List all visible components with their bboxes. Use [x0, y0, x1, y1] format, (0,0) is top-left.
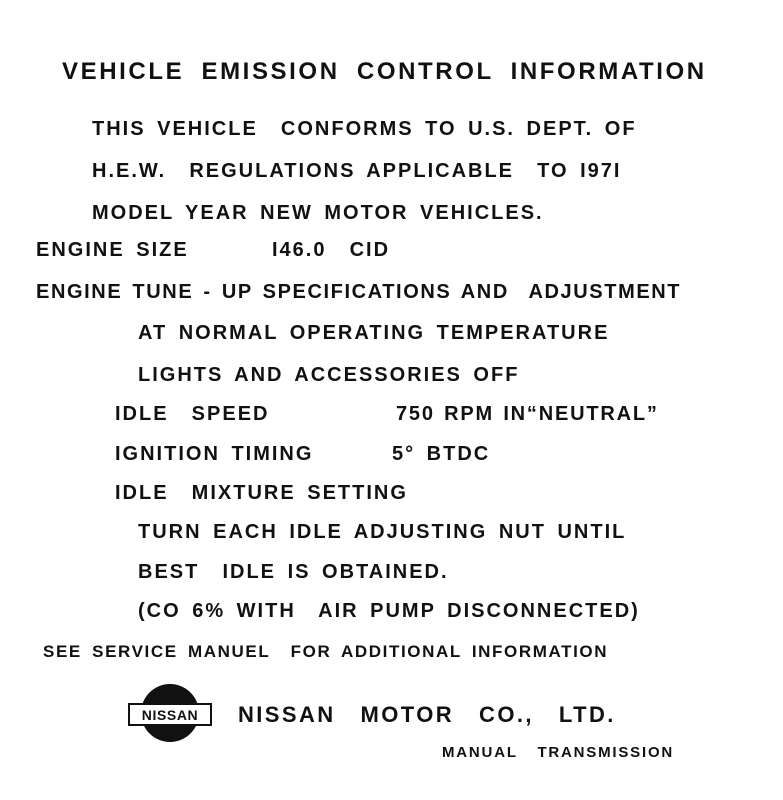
conformity-line-1: THIS VEHICLE CONFORMS TO U.S. DEPT. OF	[92, 118, 637, 140]
ignition-timing-label: IGNITION TIMING	[115, 443, 314, 465]
idle-speed-value: 750 RPM IN“NEUTRAL”	[396, 403, 659, 425]
conformity-line-2: H.E.W. REGULATIONS APPLICABLE TO I97I	[92, 160, 622, 182]
label-title: VEHICLE EMISSION CONTROL INFORMATION	[62, 58, 707, 85]
logo-text: NISSAN	[141, 706, 199, 723]
tuneup-heading: ENGINE TUNE - UP SPECIFICATIONS AND ADJUSTMENT	[36, 281, 682, 303]
service-manual-note: SEE SERVICE MANUEL FOR ADDITIONAL INFORMATION	[43, 642, 609, 661]
idle-mixture-label: IDLE MIXTURE SETTING	[115, 482, 408, 504]
logo-bar	[128, 703, 212, 726]
engine-size-label: ENGINE SIZE	[36, 239, 189, 261]
idle-mixture-line-2: BEST IDLE IS OBTAINED.	[138, 561, 449, 583]
idle-mixture-line-1: TURN EACH IDLE ADJUSTING NUT UNTIL	[138, 521, 627, 543]
tuneup-condition-2: LIGHTS AND ACCESSORIES OFF	[138, 364, 520, 386]
ignition-timing-value: 5° BTDC	[392, 443, 491, 465]
engine-size-value: I46.0 CID	[272, 239, 391, 261]
nissan-logo	[128, 684, 212, 742]
tuneup-condition-1: AT NORMAL OPERATING TEMPERATURE	[138, 322, 610, 344]
manufacturer-name: NISSAN MOTOR CO., LTD.	[238, 702, 616, 727]
idle-mixture-line-3: (CO 6% WITH AIR PUMP DISCONNECTED)	[138, 600, 640, 622]
idle-speed-label: IDLE SPEED	[115, 403, 270, 425]
conformity-line-3: MODEL YEAR NEW MOTOR VEHICLES.	[92, 202, 544, 224]
transmission-type: MANUAL TRANSMISSION	[442, 744, 675, 761]
